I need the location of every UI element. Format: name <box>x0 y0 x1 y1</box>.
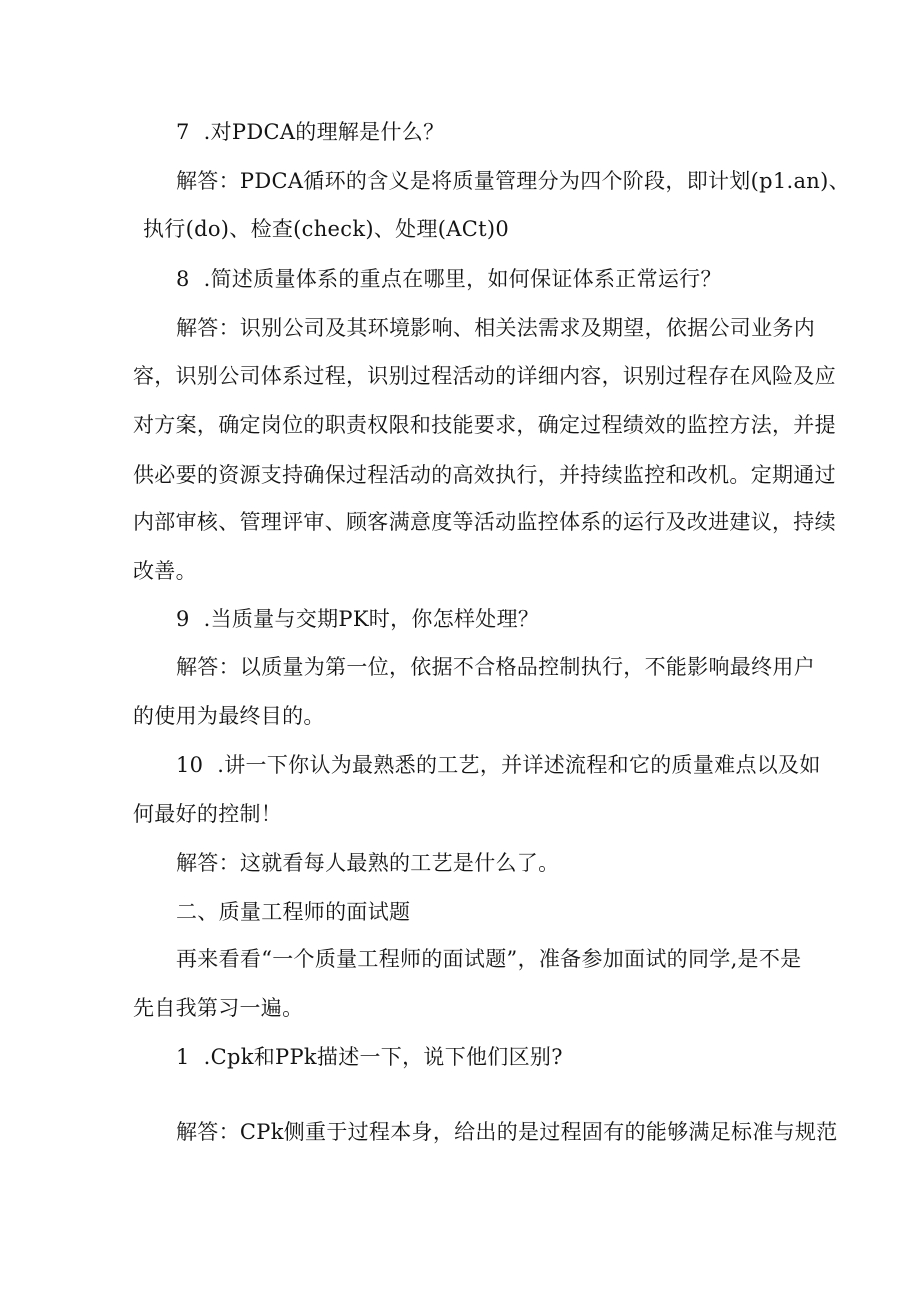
answer-8-line-1: 解答：识别公司及其环境影响、相关法需求及期望，依据公司业务内 <box>176 316 815 340</box>
question-9: 9 .当质量与交期PK时，你怎样处理？ <box>176 607 540 631</box>
answer-8-line-2: 容，识别公司体系过程，识别过程活动的详细内容，识别过程存在风险及应 <box>133 364 836 388</box>
intro-line-2: 先自我第习一遍。 <box>133 996 304 1020</box>
answer-7-line-2: 执行(do)、检查(check)、处理(ACt)0 <box>143 217 509 241</box>
answer-7-line-1: 解答：PDCA循环的含义是将质量管理分为四个阶段，即计划(p1.an)、 <box>176 169 850 193</box>
question-7: 7 .对PDCA的理解是什么？ <box>176 120 445 144</box>
question-10-line-1: 10 .讲一下你认为最熟悉的工艺，并详述流程和它的质量难点以及如 <box>176 753 821 777</box>
answer-8-line-6: 改善。 <box>133 559 197 583</box>
answer-9-line-1: 解答：以质量为第一位，依据不合格品控制执行，不能影响最终用户 <box>176 655 815 679</box>
intro-line-1: 再来看看“一个质量工程师的面试题”，准备参加面试的同学,是不是 <box>176 947 802 971</box>
answer-10: 解答：这就看每人最熟的工艺是什么了。 <box>176 851 560 875</box>
answer-1-line-1: 解答：CPk侧重于过程本身，给出的是过程固有的能够满足标准与规范 <box>176 1120 838 1144</box>
answer-8-line-5: 内部审核、管理评审、顾客满意度等活动监控体系的运行及改进建议，持续 <box>133 510 836 534</box>
answer-9-line-2: 的使用为最终目的。 <box>133 704 325 728</box>
question-8: 8 .简述质量体系的重点在哪里，如何保证体系正常运行？ <box>176 267 722 291</box>
question-1: 1 .Cpk和PPk描述一下，说下他们区别? <box>176 1045 563 1069</box>
answer-8-line-3: 对方案，确定岗位的职责权限和技能要求，确定过程绩效的监控方法，并提 <box>133 413 836 437</box>
answer-8-line-4: 供必要的资源支持确保过程活动的高效执行，并持续监控和改机。定期通过 <box>133 463 836 487</box>
section-heading: 二、质量工程师的面试题 <box>176 900 411 924</box>
question-10-line-2: 何最好的控制！ <box>133 802 283 826</box>
